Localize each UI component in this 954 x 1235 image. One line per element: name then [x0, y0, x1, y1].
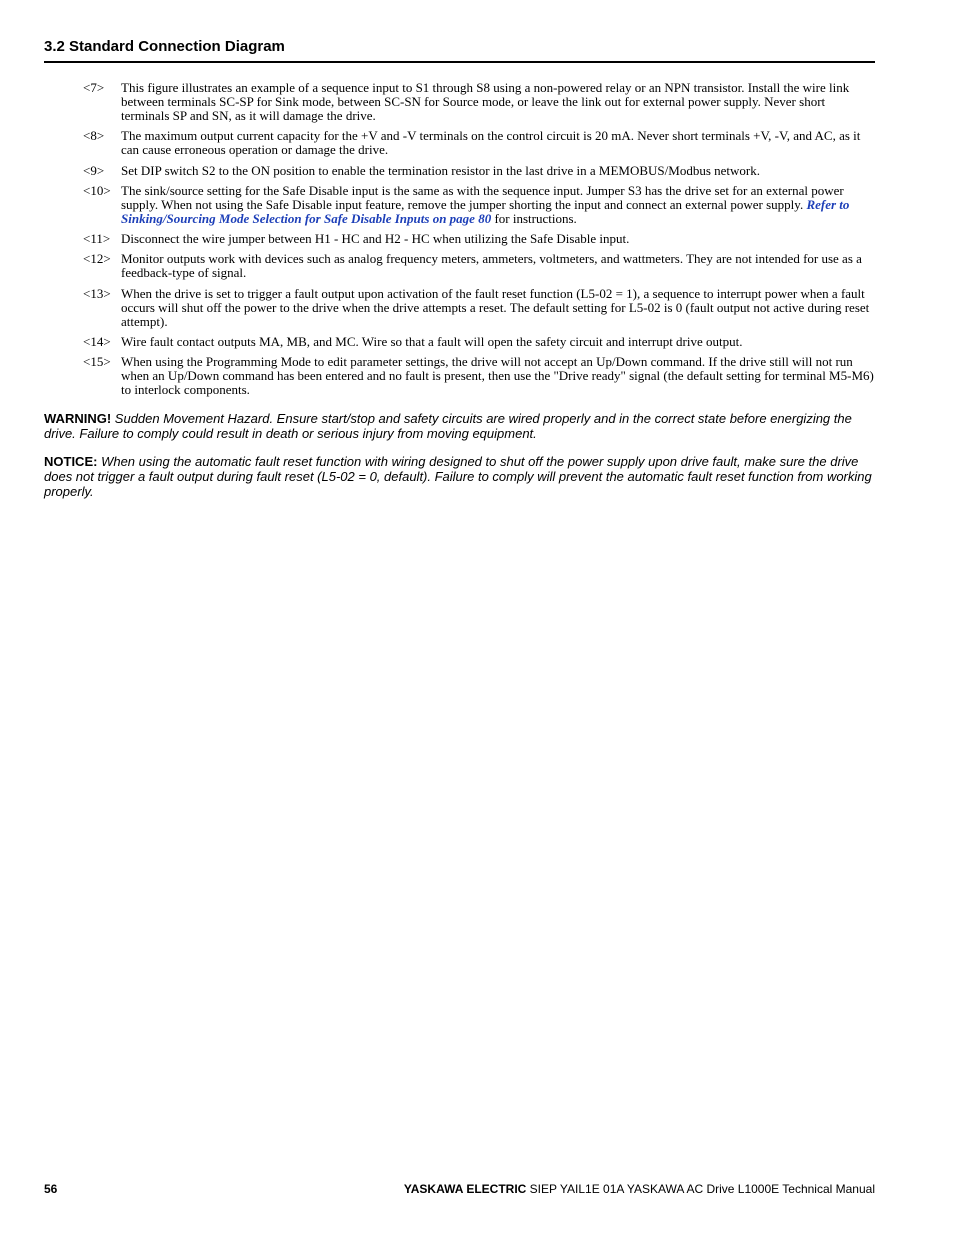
note-item: [83, 184, 875, 226]
section-title: 3.2 Standard Connection Diagram: [44, 38, 285, 55]
page-number: 56: [44, 1182, 58, 1196]
note-text-after-link: for instructions.: [491, 210, 577, 226]
note-item: [83, 355, 875, 397]
note-number: <15>: [83, 354, 111, 370]
note-number: <13>: [83, 285, 111, 301]
warning-text: Sudden Movement Hazard. Ensure start/stop and safety circuits are wired properly and in the correct state before energizing the drive. Failure to comply could result in death or serious injury from moving equipment.: [44, 411, 852, 441]
note-text: Disconnect the wire jumper between H1 - HC and H2 - HC when utilizing the Safe Disable input.: [121, 231, 630, 247]
note-number: <14>: [83, 334, 111, 350]
note-item: [83, 129, 875, 157]
note-text: When using the Programming Mode to edit parameter settings, the drive will not accept an Up/Down command. If the drive still will not run when an Up/Down command has been entered and no fault is present, then use the "Drive ready" signal (the default setting for terminal M5-M6) to interlock components.: [121, 354, 874, 398]
note-number: <12>: [83, 251, 111, 267]
footer-document-info: [404, 1182, 875, 1196]
notes-list: [83, 81, 875, 404]
note-text: This figure illustrates an example of a sequence input to S1 through S8 using a non-powered relay or an NPN transistor. Install the wire link between terminals SC-SP for Sink mode, between SC-SN for Source mode, or leave the link out for external power supply. Never short terminals SP and SN, as it will damage the drive.: [121, 80, 850, 123]
note-number: <10>: [83, 182, 111, 198]
note-item: [83, 335, 875, 349]
note-number: <11>: [83, 231, 111, 247]
note-item: [83, 164, 875, 178]
cross-reference-link[interactable]: Refer to Sinking/Sourcing Mode Selection for Safe Disable Inputs on page 80: [121, 196, 850, 226]
note-text: Monitor outputs work with devices such as analog frequency meters, ammeters, voltmeters, and wattmeters. They are not intended for use as a feedback-type of signal.: [121, 251, 862, 281]
note-number: <7>: [83, 80, 105, 95]
warning-block: [44, 411, 875, 441]
note-text-before-link: The sink/source setting for the Safe Disable input is the same as with the sequence input. Jumper S3 has the drive set for an external power supply. When not using the Safe Disable input feature, remove the jumper shorting the input and connect an external power supply.: [121, 182, 844, 212]
note-item: [83, 232, 875, 246]
footer-document-title: SIEP YAIL1E 01A YASKAWA AC Drive L1000E Technical Manual: [529, 1182, 875, 1196]
warning-label: WARNING!: [44, 411, 112, 426]
footer-company: YASKAWA ELECTRIC: [403, 1182, 527, 1196]
note-text: Wire fault contact outputs MA, MB, and MC. Wire so that a fault will open the safety circuit and interrupt drive output.: [121, 334, 743, 350]
note-number: <9>: [83, 162, 105, 178]
notice-text: When using the automatic fault reset function with wiring designed to shut off the power supply upon drive fault, make sure the drive does not trigger a fault output during fault reset (L5-02 = 0, default). Failure to comply will prevent the automatic fault reset function from working properly.: [44, 454, 872, 499]
note-text: The maximum output current capacity for the +V and -V terminals on the control circuit is 20 mA. Never short terminals +V, -V, and AC, as it can cause erroneous operation or damage the drive.: [121, 128, 861, 158]
note-item: [83, 81, 875, 123]
page-header: [44, 37, 875, 63]
note-number: <8>: [83, 128, 105, 144]
notice-label: NOTICE:: [44, 454, 98, 469]
note-item: [83, 252, 875, 280]
note-text: Set DIP switch S2 to the ON position to enable the termination resistor in the last drive in a MEMOBUS/Modbus network.: [121, 162, 760, 178]
note-text: When the drive is set to trigger a fault output upon activation of the fault reset function (L5-02 = 1), a sequence to interrupt power when a fault occurs will shut off the power to the drive when the drive attempts a reset. The default setting for L5-02 is 0 (fault output not active during reset attempt).: [121, 285, 870, 329]
note-item: [83, 287, 875, 329]
notice-block: [44, 454, 875, 499]
